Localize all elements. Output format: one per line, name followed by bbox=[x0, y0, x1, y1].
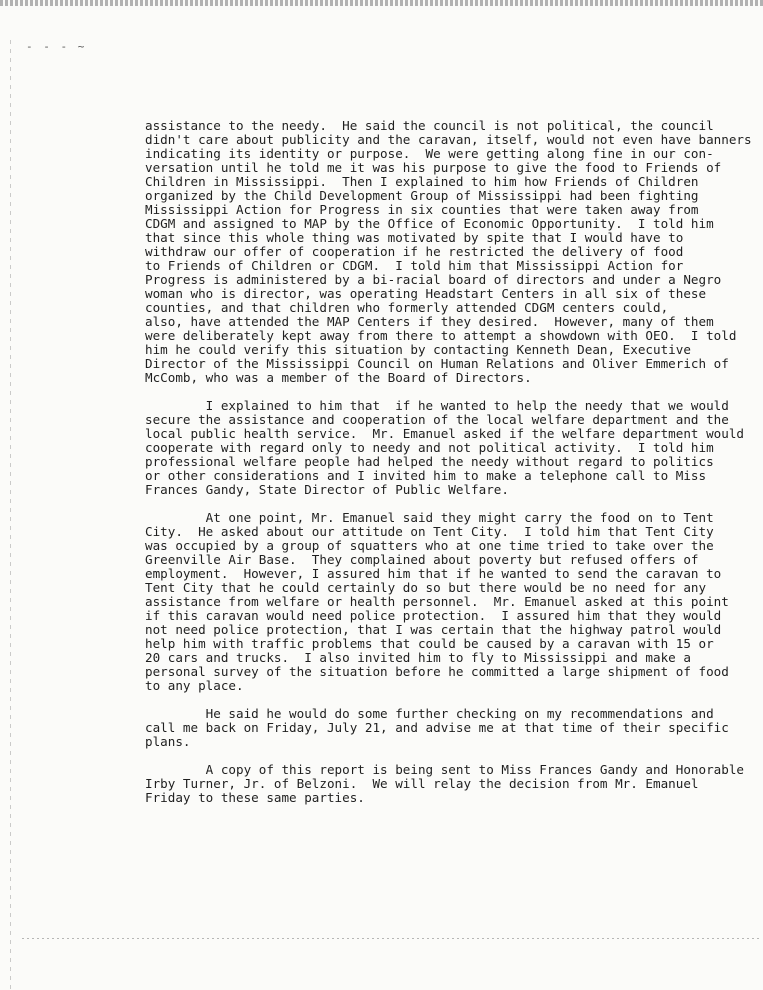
text-line: CDGM and assigned to MAP by the Office of Economic Opportunity. I told him bbox=[145, 216, 714, 231]
text-line: to Friends of Children or CDGM. I told him that Mississippi Action for bbox=[145, 258, 684, 273]
text-line: Friday to these same parties. bbox=[145, 790, 365, 805]
text-line: Irby Turner, Jr. of Belzoni. We will relay the decision from Mr. Emanuel bbox=[145, 776, 699, 791]
text-line: woman who is director, was operating Headstart Centers in all six of these bbox=[145, 286, 707, 301]
paragraph bbox=[145, 762, 744, 805]
text-line: also, have attended the MAP Centers if they desired. However, many of them bbox=[145, 314, 714, 329]
text-line: if this caravan would need police protection. I assured him that they would bbox=[145, 608, 722, 623]
text-line: Tent City that he could certainly do so but there would be no need for any bbox=[145, 580, 707, 595]
text-line: that since this whole thing was motivated by spite that I would have to bbox=[145, 230, 684, 245]
text-line: assistance from welfare or health personnel. Mr. Emanuel asked at this point bbox=[145, 594, 729, 609]
text-line: Children in Mississippi. Then I explained to him how Friends of Children bbox=[145, 174, 699, 189]
text-line: or other considerations and I invited him to make a telephone call to Miss bbox=[145, 468, 707, 483]
text-line: At one point, Mr. Emanuel said they might carry the food on to Tent bbox=[145, 510, 714, 525]
paragraph bbox=[145, 118, 752, 385]
text-line: didn't care about publicity and the caravan, itself, would not even have banners bbox=[145, 132, 752, 147]
text-line: not need police protection, that I was certain that the highway patrol would bbox=[145, 622, 722, 637]
text-line: him he could verify this situation by contacting Kenneth Dean, Executive bbox=[145, 342, 691, 357]
text-line: organized by the Child Development Group of Mississippi had been fighting bbox=[145, 188, 699, 203]
text-line: call me back on Friday, July 21, and advise me at that time of their specific bbox=[145, 720, 729, 735]
document-body bbox=[145, 118, 752, 819]
text-line: Greenville Air Base. They complained about poverty but refused offers of bbox=[145, 552, 699, 567]
text-line: A copy of this report is being sent to Miss Frances Gandy and Honorable bbox=[145, 762, 744, 777]
text-line: help him with traffic problems that could be caused by a caravan with 15 or bbox=[145, 636, 714, 651]
top-border-rule bbox=[0, 0, 763, 6]
text-line: secure the assistance and cooperation of the local welfare department and the bbox=[145, 412, 729, 427]
text-line: withdraw our offer of cooperation if he restricted the delivery of food bbox=[145, 244, 684, 259]
text-line: to any place. bbox=[145, 678, 244, 693]
text-line: I explained to him that if he wanted to help the needy that we would bbox=[145, 398, 729, 413]
text-line: assistance to the needy. He said the council is not political, the council bbox=[145, 118, 714, 133]
text-line: plans. bbox=[145, 734, 191, 749]
text-line: local public health service. Mr. Emanuel asked if the welfare department would bbox=[145, 426, 744, 441]
text-line: City. He asked about our attitude on Tent City. I told him that Tent City bbox=[145, 524, 714, 539]
paragraph bbox=[145, 707, 735, 749]
text-line: He said he would do some further checking on my recommendations and bbox=[145, 706, 714, 721]
text-line: 20 cars and trucks. I also invited him to fly to Mississippi and make a bbox=[145, 650, 691, 665]
text-line: professional welfare people had helped the needy without regard to politics bbox=[145, 454, 714, 469]
text-line: indicating its identity or purpose. We were getting along fine in our con- bbox=[145, 146, 714, 161]
text-line: were deliberately kept away from there to attempt a showdown with OEO. I told bbox=[145, 328, 737, 343]
paragraph bbox=[145, 398, 744, 497]
bottom-border-rule bbox=[22, 938, 762, 939]
text-line: McComb, who was a member of the Board of Directors. bbox=[145, 370, 532, 385]
text-line: Frances Gandy, State Director of Public Welfare. bbox=[145, 482, 509, 497]
text-line: Mississippi Action for Progress in six counties that were taken away from bbox=[145, 202, 699, 217]
text-line: cooperate with regard only to needy and not political activity. I told him bbox=[145, 440, 714, 455]
paragraph bbox=[145, 511, 735, 693]
text-line: counties, and that children who formerly attended CDGM centers could, bbox=[145, 300, 669, 315]
text-line: Progress is administered by a bi-racial board of directors and under a Negro bbox=[145, 272, 722, 287]
text-line: Director of the Mississippi Council on Human Relations and Oliver Emmerich of bbox=[145, 356, 729, 371]
text-line: personal survey of the situation before he committed a large shipment of food bbox=[145, 664, 729, 679]
margin-tick-marks: - - - ~ bbox=[26, 40, 87, 53]
text-line: versation until he told me it was his purpose to give the food to Friends of bbox=[145, 160, 722, 175]
text-line: employment. However, I assured him that if he wanted to send the caravan to bbox=[145, 566, 722, 581]
left-margin-rule bbox=[10, 40, 11, 990]
text-line: was occupied by a group of squatters who at one time tried to take over the bbox=[145, 538, 714, 553]
